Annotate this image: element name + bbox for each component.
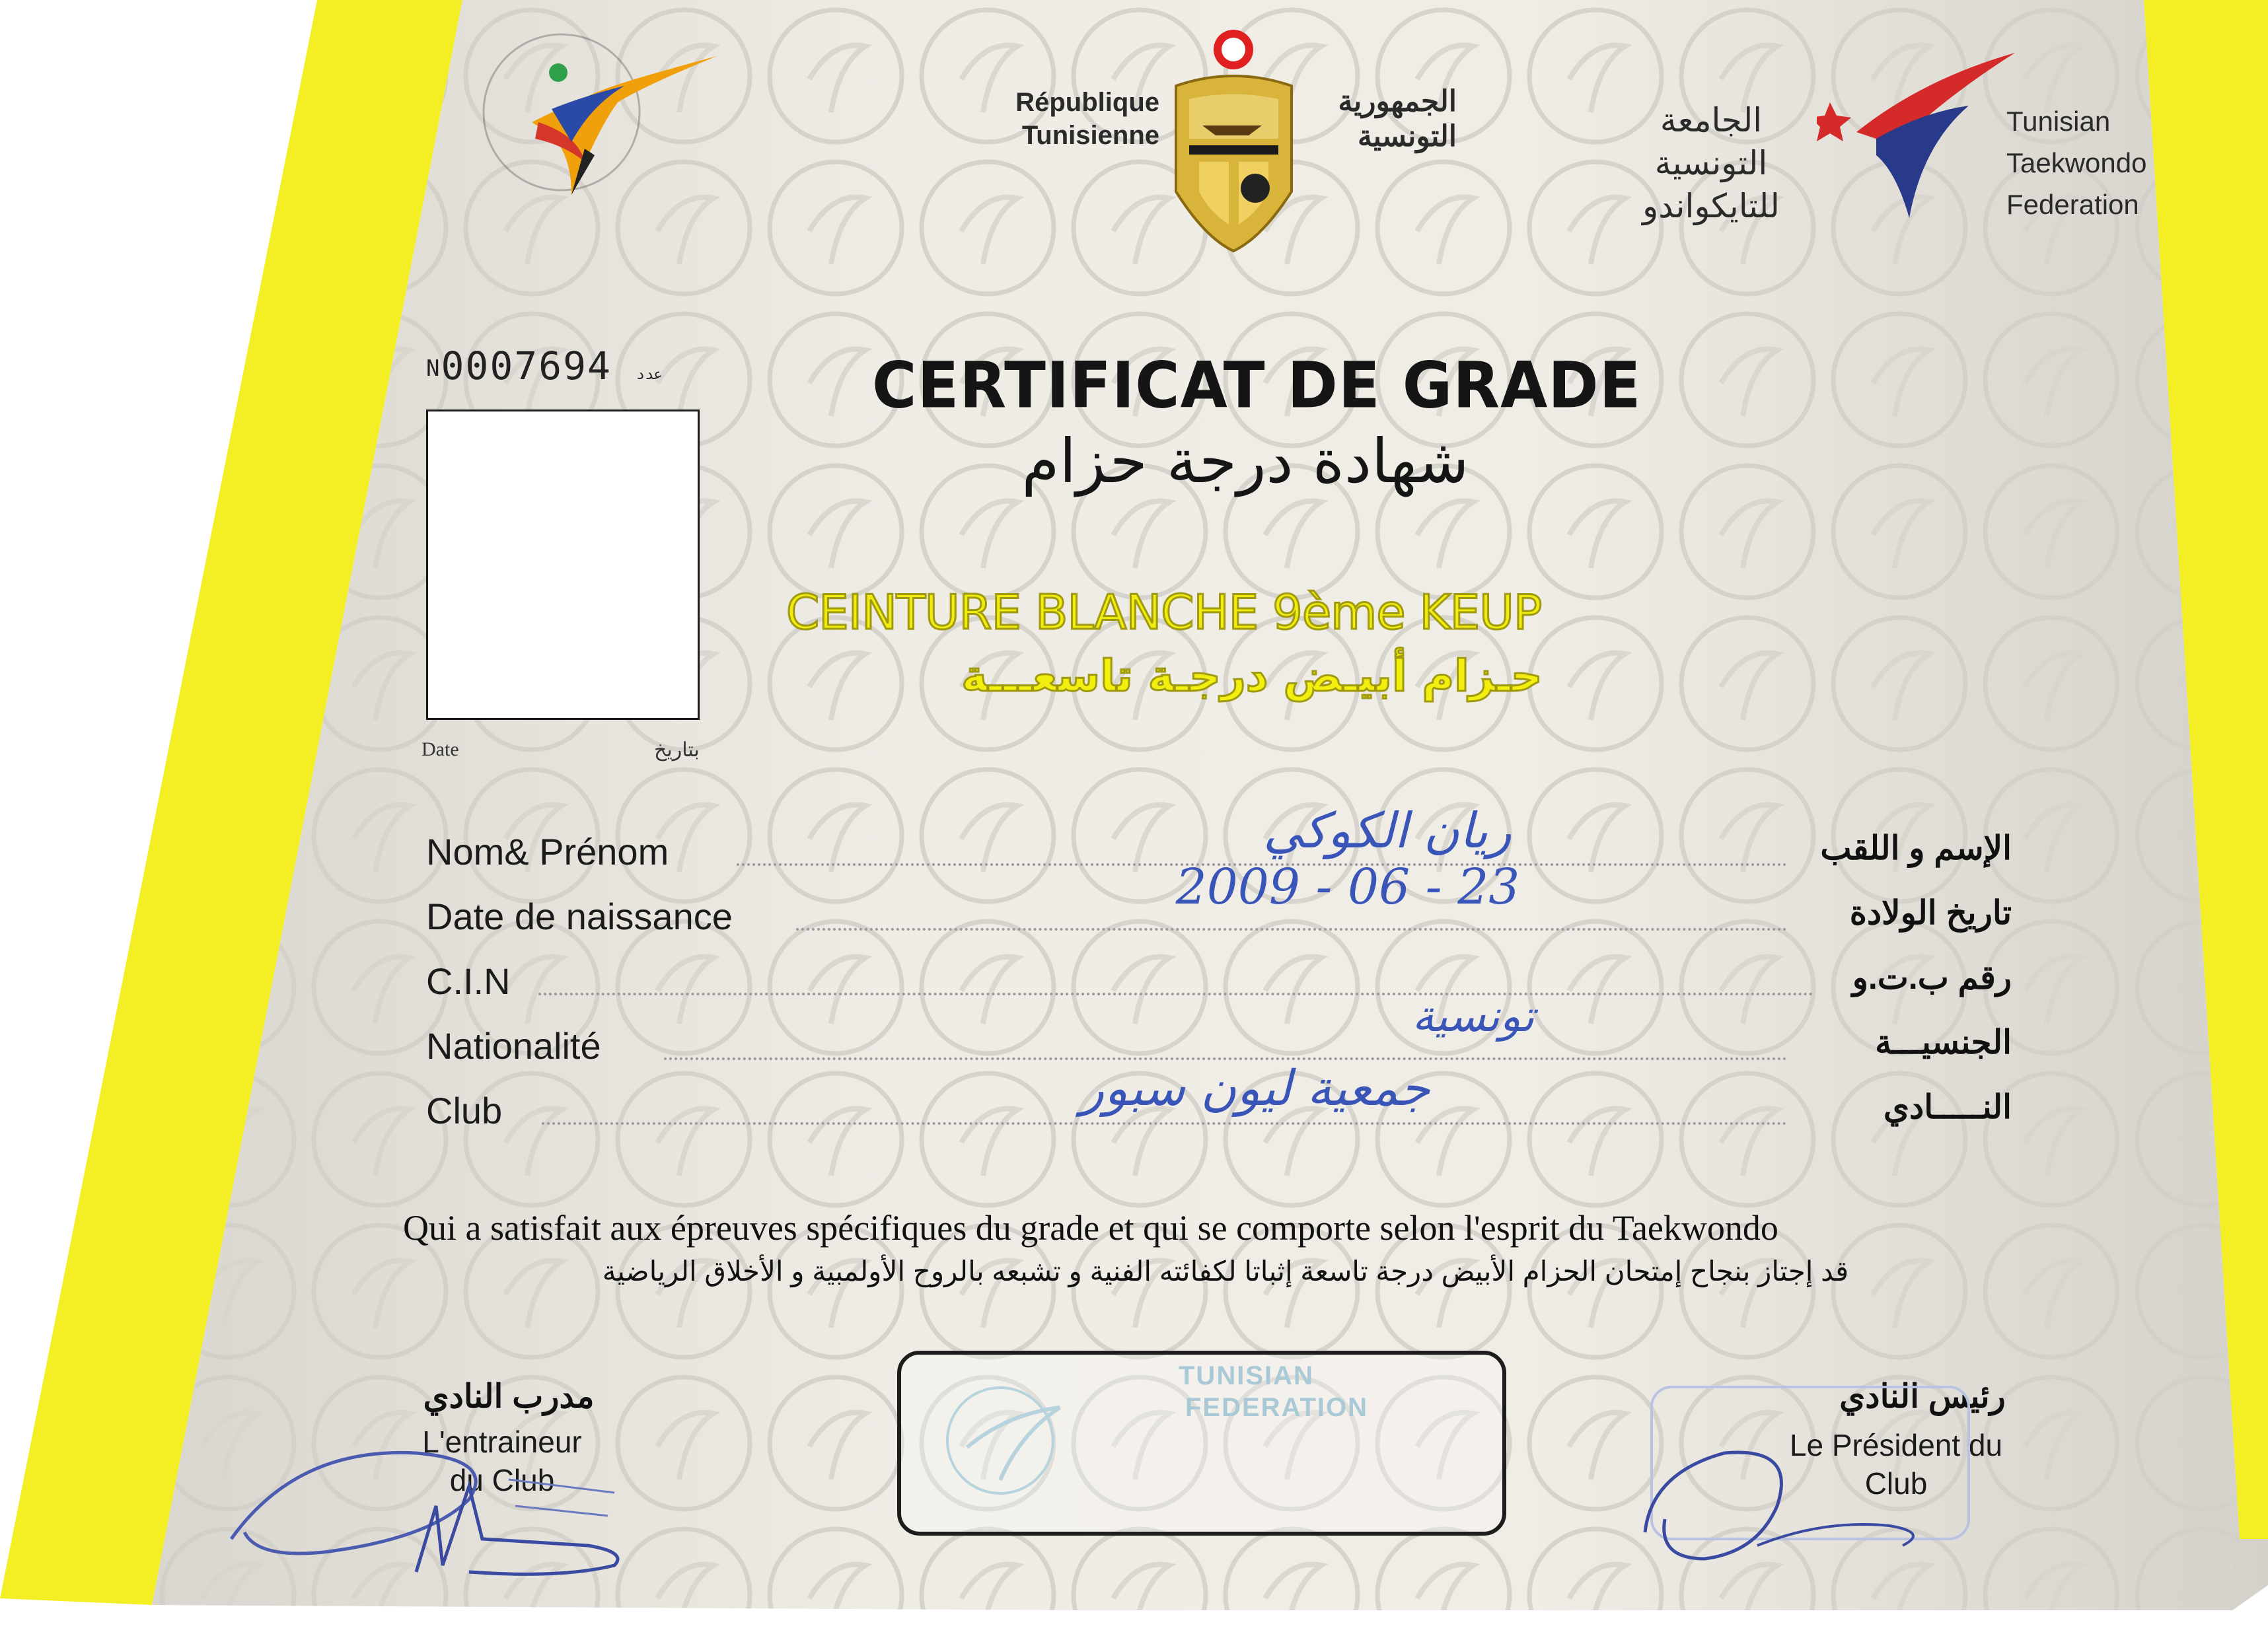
field-label-birthdate-ar: تاريخ الولادة (1849, 894, 2012, 931)
president-title-ar: رئيس النادي (1839, 1378, 2006, 1415)
coach-signature-icon (218, 1407, 641, 1592)
federation-ar (1612, 99, 1810, 228)
field-label-cin: C.I.N (426, 960, 511, 1002)
page-title-ar: شهادة درجة حزام (1021, 426, 1469, 497)
field-row-cin (426, 958, 2012, 1018)
certificate-number (426, 343, 663, 388)
federation-stamp-emblem-icon (928, 1381, 1086, 1500)
coach-title-fr-line2: du Club (449, 1462, 555, 1497)
stamp-box (897, 1351, 1506, 1536)
president-title-fr-line1: Le Président du (1789, 1428, 2003, 1462)
federation-ar-line2: التونسية (1654, 145, 1768, 182)
field-label-cin-ar: رقم ب.ت.و (1852, 959, 2012, 996)
field-label-name: Nom& Prénom (426, 831, 669, 872)
field-label-club: Club (426, 1090, 503, 1131)
federation-ar-line3: للتايكواندو (1642, 188, 1780, 225)
field-label-birthdate: Date de naissance (426, 896, 733, 937)
republic-ar-line1: الجمهورية (1338, 85, 1457, 118)
belt-grade-fr: CEINTURE BLANCHE 9ème KEUP (786, 585, 1542, 640)
world-taekwondo-logo (472, 23, 723, 201)
field-dots (542, 1122, 1787, 1125)
republic-ar (1311, 85, 1457, 155)
republic-fr-line2: Tunisienne (1021, 121, 1159, 150)
coach-title-ar: مدرب النادي (423, 1378, 595, 1415)
republic-fr (994, 86, 1159, 152)
statement-fr: Qui a satisfait aux épreuves spécifiques du grade et qui se comporte selon l'esprit du Taekwondo (403, 1208, 1778, 1248)
federation-en-line3: Federation (2006, 189, 2139, 220)
statement-ar: قد إجتاز بنجاح إمتحان الحزام الأبيض درجة تاسعة إثباتا لكفائته الفنية و تشبعه بالروح الأولمبية و الأخلاق الرياضية (602, 1256, 1849, 1287)
republic-ar-line2: التونسية (1357, 120, 1457, 153)
field-label-club-ar: النـــــادي (1883, 1088, 2012, 1125)
federation-ar-line1: الجامعة (1660, 102, 1763, 139)
photo-date-label-ar: بتاريخ (654, 739, 700, 761)
tunisia-coat-of-arms-icon (1163, 26, 1305, 258)
president-stamp-and-signature-icon (1625, 1374, 1995, 1572)
field-value-name: ريان الكوكي (1263, 802, 1512, 859)
federation-en-line1: Tunisian (2006, 106, 2111, 137)
tunisian-taekwondo-federation-logo-icon (1817, 40, 2022, 231)
federation-en (2006, 100, 2146, 225)
field-value-nationality: تونسية (1412, 991, 1535, 1042)
president-title-fr-line2: Club (1864, 1466, 1928, 1501)
field-label-nationality: Nationalité (426, 1025, 601, 1067)
certificate-number-prefix: N (426, 355, 441, 382)
certificate-number-value: 0007694 (441, 343, 612, 388)
field-label-name-ar: الإسم و اللقب (1820, 830, 2012, 867)
field-value-birthdate: 2009 - 06 - 23 (1175, 859, 1520, 915)
belt-grade-ar: حـزام أبيـض درجـة تاسعـــة (961, 651, 1543, 701)
federation-en-line2: Taekwondo (2006, 147, 2147, 178)
photo-date-label-fr: Date (421, 738, 459, 760)
stamp-text-line2: FEDERATION (1185, 1393, 1369, 1422)
stamp-text-line1: TUNISIAN (1179, 1361, 1314, 1390)
world-taekwondo-emblem-icon (472, 23, 723, 201)
photo-box (426, 410, 700, 720)
page-title: CERTIFICAT DE GRADE (872, 348, 1642, 423)
field-value-club: جمعية ليون سبور (1080, 1060, 1430, 1117)
field-label-nationality-ar: الجنسيـــة (1875, 1024, 2012, 1061)
certificate-number-ar-label: عدد (636, 367, 663, 383)
coach-title-fr-line1: L'entraineur (422, 1425, 582, 1459)
republic-fr-line1: République (1015, 88, 1159, 117)
field-dots (796, 928, 1787, 931)
